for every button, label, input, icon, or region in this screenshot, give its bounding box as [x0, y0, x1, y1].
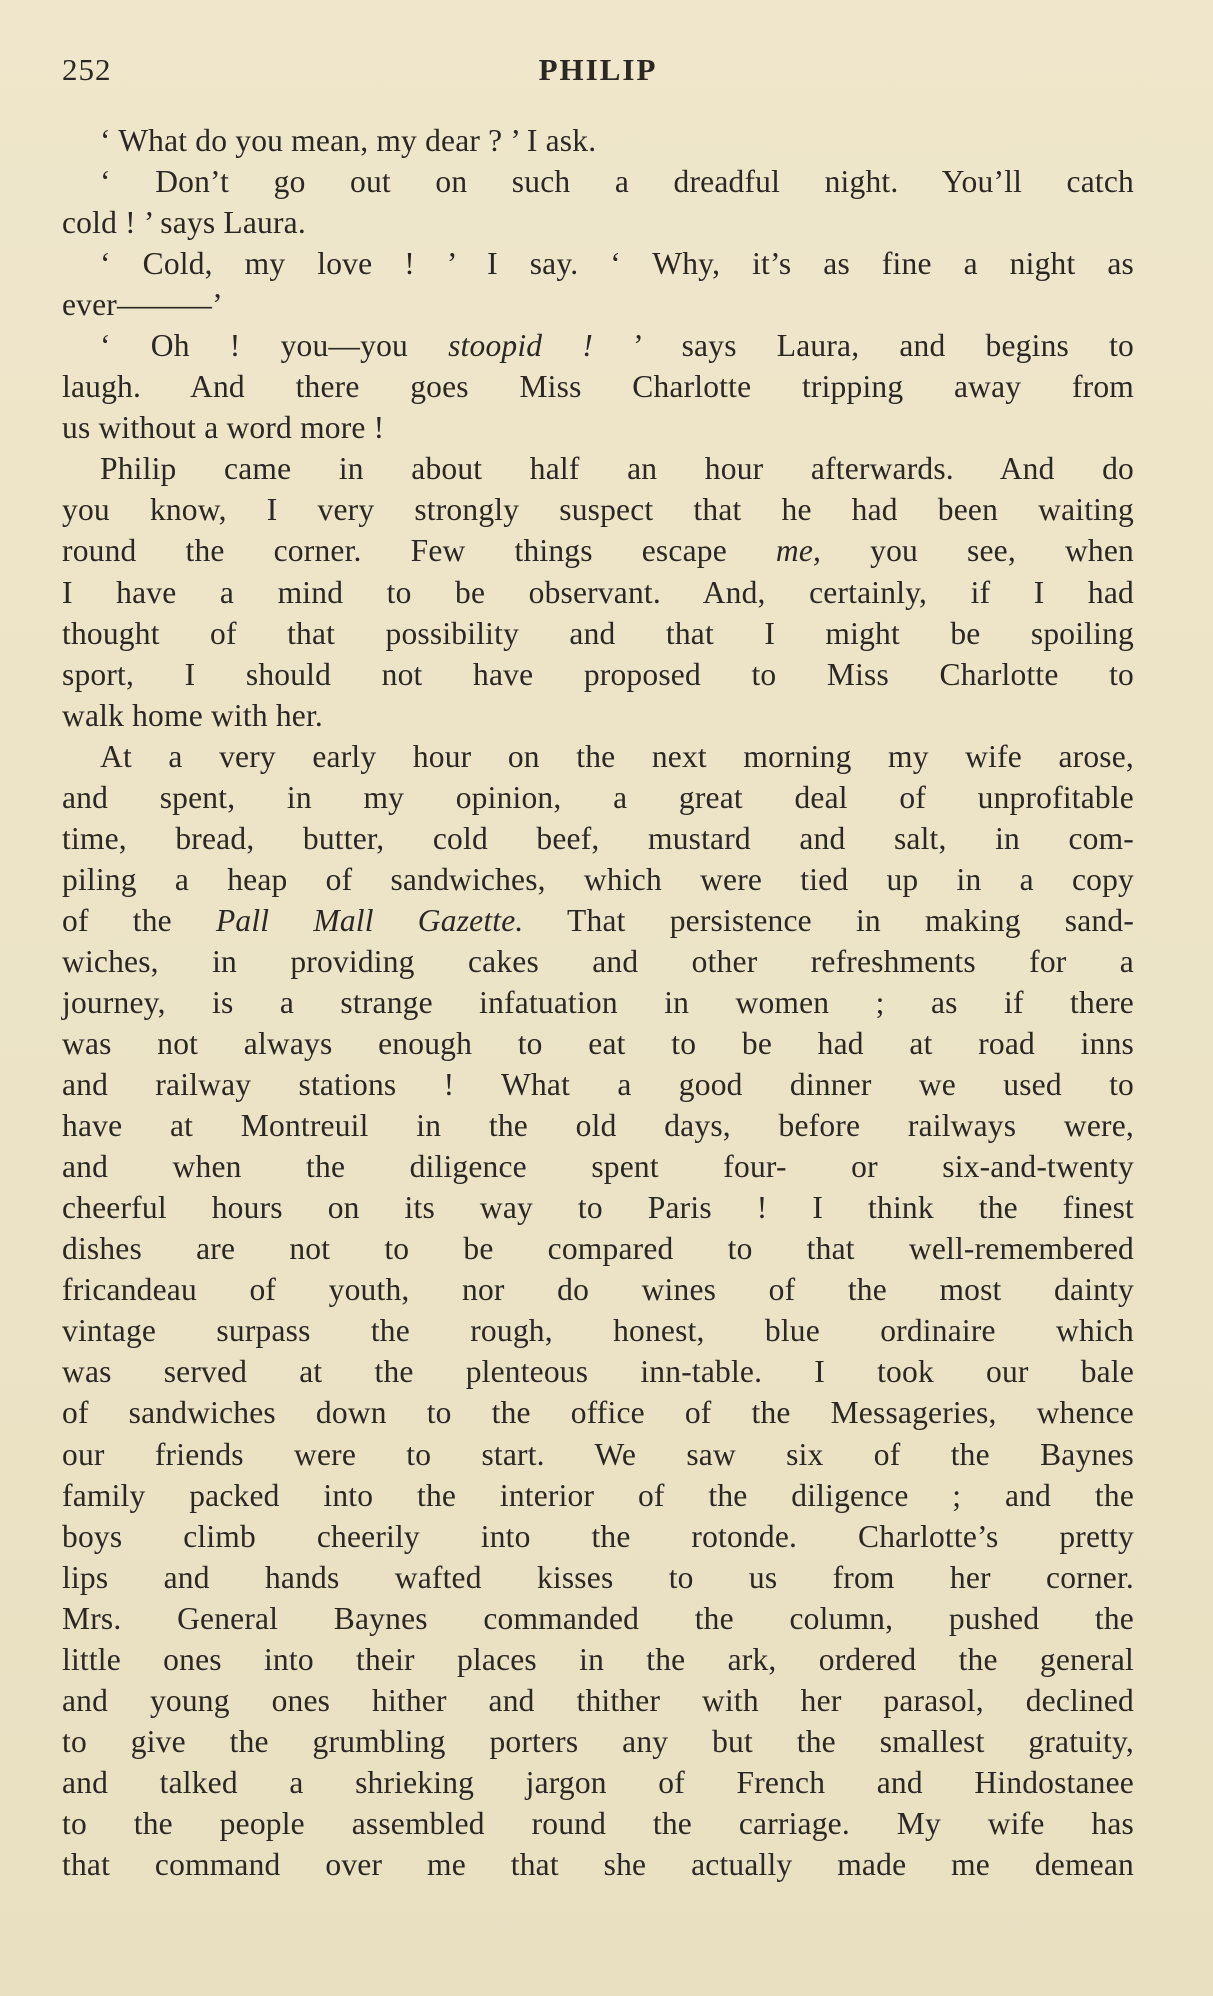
- text-line: [62, 1269, 1134, 1310]
- text-segment: was not always enough to eat to be had at road inns: [62, 1026, 1134, 1062]
- text-segment: vintage surpass the rough, honest, blue ordinaire which: [62, 1313, 1134, 1349]
- text-line: [62, 1557, 1134, 1598]
- text-line: [62, 736, 1134, 777]
- text-segment: family packed into the interior of the diligence ; and the: [62, 1477, 1134, 1513]
- text-segment: and when the diligence spent four- or six-and-twenty: [62, 1149, 1134, 1185]
- text-segment: walk home with her.: [62, 697, 323, 733]
- text-line: [62, 1721, 1134, 1762]
- text-segment: cold ! ’ says Laura.: [62, 205, 306, 241]
- text-segment: dishes are not to be compared to that well-remembered: [62, 1231, 1134, 1267]
- text-line: [62, 941, 1134, 982]
- text-segment: and young ones hither and thither with her parasol, declined: [62, 1682, 1134, 1718]
- italic-text: Pall Mall Gazette.: [215, 902, 524, 938]
- text-line: [62, 654, 1134, 695]
- text-segment: cheerful hours on its way to Paris ! I think the finest: [62, 1190, 1134, 1226]
- text-line: [62, 325, 1134, 366]
- text-line: [62, 1023, 1134, 1064]
- text-segment: that command over me that she actually made me demean: [62, 1846, 1134, 1882]
- text-segment: laugh. And there goes Miss Charlotte tripping away from: [62, 369, 1134, 405]
- text-segment: sport, I should not have proposed to Miss Charlotte to: [62, 656, 1134, 692]
- text-line: [62, 120, 1134, 161]
- text-line: [62, 572, 1134, 613]
- text-line: [62, 695, 1134, 736]
- text-line: [62, 284, 1134, 325]
- text-segment: our friends were to start. We saw six of the Baynes: [62, 1436, 1134, 1472]
- text-segment: have at Montreuil in the old days, before railways were,: [62, 1108, 1134, 1144]
- text-segment: ‘ Oh ! you—you: [100, 328, 449, 364]
- text-segment: and talked a shrieking jargon of French and Hindostanee: [62, 1764, 1134, 1800]
- text-segment: ’ says Laura, and begins to: [593, 328, 1134, 364]
- text-line: [62, 1392, 1134, 1433]
- text-line: [62, 1598, 1134, 1639]
- text-segment: ‘ Cold, my love ! ’ I say. ‘ Why, it’s as fine a night as: [100, 246, 1134, 282]
- text-segment: you see, when: [821, 533, 1134, 569]
- text-line: [62, 1105, 1134, 1146]
- text-segment: to give the grumbling porters any but the smallest gratuity,: [62, 1723, 1134, 1759]
- text-segment: of sandwiches down to the office of the Messageries, whence: [62, 1395, 1134, 1431]
- text-line: [62, 1187, 1134, 1228]
- page-number: 252: [62, 52, 112, 87]
- text-line: [62, 982, 1134, 1023]
- text-line: [62, 489, 1134, 530]
- text-line: [62, 1228, 1134, 1269]
- text-segment: time, bread, butter, cold beef, mustard and salt, in com-: [62, 820, 1134, 856]
- text-line: [62, 530, 1134, 571]
- text-line: [62, 1516, 1134, 1557]
- text-segment: Mrs. General Baynes commanded the column, pushed the: [62, 1600, 1134, 1636]
- running-title: PHILIP: [538, 52, 658, 87]
- text-line: [62, 202, 1134, 243]
- text-line: [62, 161, 1134, 202]
- italic-text: stoopid !: [448, 328, 594, 364]
- text-segment: boys climb cheerily into the rotonde. Charlotte’s pretty: [62, 1518, 1134, 1554]
- text-segment: That persistence in making sand-: [523, 902, 1135, 938]
- text-segment: to the people assembled round the carriage. My wife has: [62, 1805, 1134, 1841]
- body-text: [62, 120, 1134, 1885]
- text-segment: of the: [62, 902, 216, 938]
- text-line: [62, 1351, 1134, 1392]
- text-segment: wiches, in providing cakes and other refreshments for a: [62, 943, 1134, 979]
- text-line: [62, 407, 1134, 448]
- text-line: [62, 1844, 1134, 1885]
- text-line: [62, 1803, 1134, 1844]
- text-line: [62, 1064, 1134, 1105]
- text-line: [62, 818, 1134, 859]
- text-segment: piling a heap of sandwiches, which were tied up in a copy: [62, 861, 1134, 897]
- text-segment: round the corner. Few things escape: [62, 533, 776, 569]
- text-line: [62, 1639, 1134, 1680]
- text-line: [62, 1146, 1134, 1187]
- text-line: [62, 1310, 1134, 1351]
- running-head: [62, 48, 1134, 92]
- text-segment: little ones into their places in the ark, ordered the general: [62, 1641, 1134, 1677]
- text-segment: and railway stations ! What a good dinner we used to: [62, 1067, 1134, 1103]
- text-line: [62, 1475, 1134, 1516]
- text-segment: journey, is a strange infatuation in women ; as if there: [62, 984, 1134, 1020]
- text-segment: Philip came in about half an hour afterwards. And do: [100, 451, 1134, 487]
- text-line: [62, 900, 1134, 941]
- text-segment: ever———’: [62, 287, 223, 323]
- text-line: [62, 1680, 1134, 1721]
- text-line: [62, 1762, 1134, 1803]
- text-segment: lips and hands wafted kisses to us from her corner.: [62, 1559, 1134, 1595]
- text-segment: and spent, in my opinion, a great deal of unprofitable: [62, 779, 1134, 815]
- italic-text: me,: [775, 533, 822, 569]
- text-line: [62, 859, 1134, 900]
- text-line: [62, 366, 1134, 407]
- text-segment: you know, I very strongly suspect that he had been waiting: [62, 492, 1134, 528]
- text-segment: ‘ Don’t go out on such a dreadful night. You’ll catch: [100, 164, 1134, 200]
- text-segment: was served at the plenteous inn-table. I took our bale: [62, 1354, 1134, 1390]
- text-segment: us without a word more !: [62, 410, 385, 446]
- text-segment: At a very early hour on the next morning my wife arose,: [100, 738, 1134, 774]
- text-line: [62, 243, 1134, 284]
- text-segment: fricandeau of youth, nor do wines of the most dainty: [62, 1272, 1134, 1308]
- text-segment: I have a mind to be observant. And, certainly, if I had: [62, 574, 1134, 610]
- text-line: [62, 777, 1134, 818]
- text-line: [62, 613, 1134, 654]
- text-segment: ‘ What do you mean, my dear ? ’ I ask.: [100, 123, 597, 158]
- text-line: [62, 1434, 1134, 1475]
- text-line: [62, 448, 1134, 489]
- text-segment: thought of that possibility and that I might be spoiling: [62, 615, 1134, 651]
